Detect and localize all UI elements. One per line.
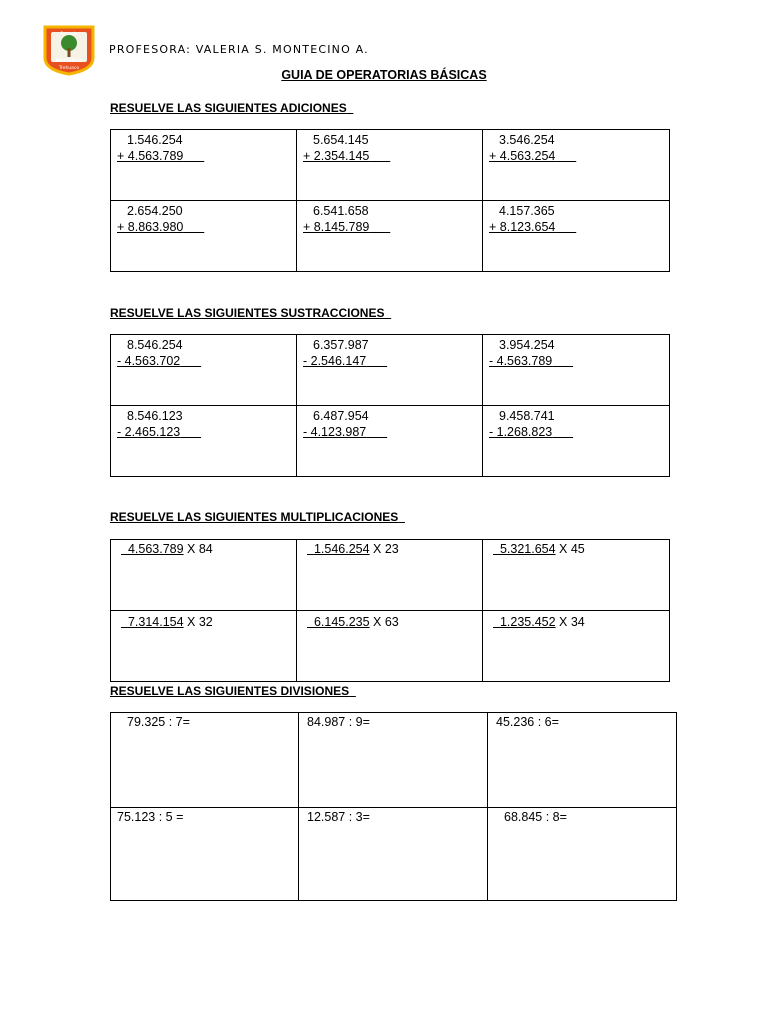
subtractions-table [110, 334, 670, 477]
exercise-cell[interactable]: 79.325 : 7= [111, 713, 299, 808]
exercise-cell[interactable]: 45.236 : 6= [488, 713, 677, 808]
divisions-table [110, 712, 677, 901]
exercise-cell[interactable]: 6.487.954 - 4.123.987 [297, 406, 483, 477]
svg-text:MAITENCO: MAITENCO [55, 59, 83, 64]
exercise-cell[interactable]: 3.954.254 - 4.563.789 [483, 335, 670, 406]
exercise-cell[interactable]: 4.157.365 + 8.123.654 [483, 201, 670, 272]
exercise-cell[interactable]: 12.587 : 3= [299, 808, 488, 901]
multiplications-table [110, 539, 670, 682]
section-heading-multiplications: RESUELVE LAS SIGUIENTES MULTIPLICACIONES [110, 510, 399, 524]
exercise-cell[interactable]: 9.458.741 - 1.268.823 [483, 406, 670, 477]
exercise-cell[interactable]: 5.654.145 + 2.354.145 [297, 130, 483, 201]
exercise-cell[interactable]: 84.987 : 9= [299, 713, 488, 808]
exercise-cell[interactable]: 6.357.987 - 2.546.147 [297, 335, 483, 406]
exercise-cell[interactable]: 1.546.254 + 4.563.789 [111, 130, 297, 201]
exercise-cell[interactable]: 3.546.254 + 4.563.254 [483, 130, 670, 201]
section-heading-divisions: RESUELVE LAS SIGUIENTES DIVISIONES [110, 684, 350, 698]
exercise-cell[interactable]: 5.321.654 X 45 [483, 540, 670, 611]
exercise-cell[interactable]: 6.145.235 X 63 [297, 611, 483, 682]
exercise-cell[interactable]: 6.541.658 + 8.145.789 [297, 201, 483, 272]
exercise-cell[interactable]: 1.546.254 X 23 [297, 540, 483, 611]
section-heading-subtractions: RESUELVE LAS SIGUIENTES SUSTRACCIONES [110, 306, 385, 320]
exercise-cell[interactable]: 8.546.254 - 4.563.702 [111, 335, 297, 406]
exercise-cell[interactable]: 75.123 : 5 = [111, 808, 299, 901]
svg-text:Escuela: Escuela [60, 32, 78, 37]
exercise-cell[interactable]: 7.314.154 X 32 [111, 611, 297, 682]
exercise-cell[interactable]: 8.546.123 - 2.465.123 [111, 406, 297, 477]
page-title: GUIA DE OPERATORIAS BÁSICAS [281, 68, 487, 82]
exercise-cell[interactable]: 1.235.452 X 34 [483, 611, 670, 682]
exercise-cell[interactable]: 2.654.250 + 8.863.980 [111, 201, 297, 272]
exercise-cell[interactable]: 68.845 : 8= [488, 808, 677, 901]
teacher-name: PROFESORA: VALERIA S. MONTECINO A. [109, 43, 369, 56]
additions-table [110, 129, 670, 272]
section-heading-additions: RESUELVE LAS SIGUIENTES ADICIONES [110, 101, 347, 115]
exercise-cell[interactable]: 4.563.789 X 84 [111, 540, 297, 611]
svg-text:Trehuaco: Trehuaco [58, 66, 80, 71]
